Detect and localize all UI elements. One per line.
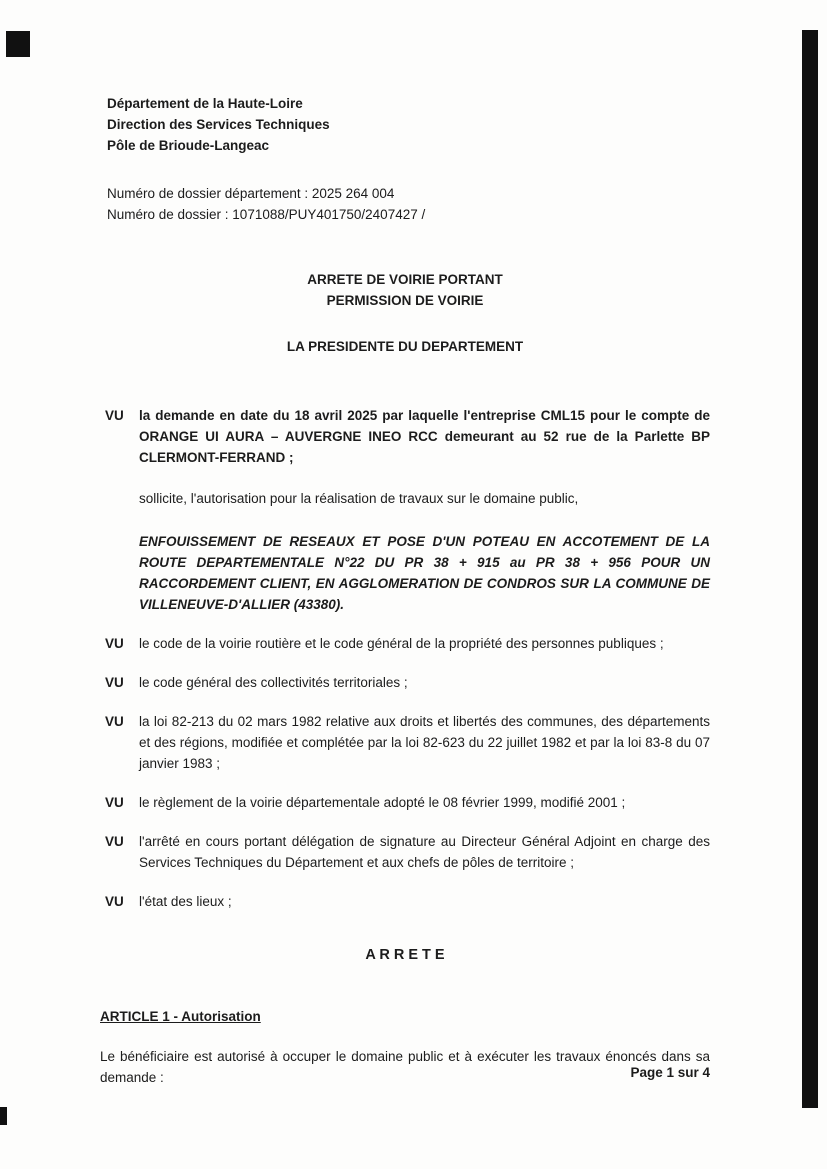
dossier-numbers — [107, 183, 710, 225]
request-intro: sollicite, l'autorisation pour la réalisation de travaux sur le domaine public, — [139, 491, 579, 506]
recital-code-collectivites — [105, 672, 710, 693]
recital-text: la demande en date du 18 avril 2025 par laquelle l'entreprise CML15 pour le compte de ORANGE UI AURA – AUVERGNE INEO RCC demeurant au 52 rue de la Parlette BP CLERMONT-FERRAND ; — [139, 408, 710, 465]
vu-label: VU — [105, 636, 124, 651]
scan-artifact-right-edge — [802, 30, 818, 1108]
recital-etat-des-lieux — [105, 891, 710, 912]
recital-text: le code général des collectivités territoriales ; — [139, 675, 408, 690]
department-name: Département de la Haute-Loire — [107, 96, 303, 111]
recital-loi-82-213 — [105, 711, 710, 774]
recital-delegation-signature — [105, 831, 710, 873]
recital-demande — [105, 405, 710, 468]
scan-artifact-top-left — [6, 31, 30, 57]
recital-text: la loi 82-213 du 02 mars 1982 relative aux droits et libertés des communes, des départements et des régions, modifiée et complétée par la loi 82-623 du 22 juillet 1982 et par la loi 83-8 du 07 janvier 1983 ; — [139, 714, 710, 771]
recital-text: l'état des lieux ; — [139, 894, 232, 909]
directorate-name: Direction des Services Techniques — [107, 117, 330, 132]
article-1-heading: ARTICLE 1 - Autorisation — [100, 1009, 261, 1024]
vu-label: VU — [105, 795, 124, 810]
recital-code-voirie — [105, 633, 710, 654]
works-description: ENFOUISSEMENT DE RESEAUX ET POSE D'UN POTEAU EN ACCOTEMENT DE LA ROUTE DEPARTEMENTALE N°22 DU PR 38 + 915 au PR 38 + 956 POUR UN RACCORDEMENT CLIENT, EN AGGLOMERATION DE CONDROS SUR LA COMMUNE DE VILLENEUVE-D'ALLIER (43380). — [139, 534, 710, 612]
document-content — [100, 0, 710, 1088]
vu-label: VU — [105, 408, 124, 423]
recital-text: le code de la voirie routière et le code général de la propriété des personnes publiques ; — [139, 636, 664, 651]
dossier-number-departement: Numéro de dossier département : 2025 264 004 — [107, 186, 395, 201]
vu-label: VU — [105, 714, 124, 729]
document-title — [100, 269, 710, 311]
dossier-number: Numéro de dossier : 1071088/PUY401750/2407427 / — [107, 207, 426, 222]
page-number: Page 1 sur 4 — [630, 1065, 710, 1080]
document-title-line1: ARRETE DE VOIRIE PORTANT — [307, 272, 503, 287]
vu-label: VU — [105, 675, 124, 690]
document-title-line2: PERMISSION DE VOIRIE — [326, 293, 484, 308]
document-subtitle: LA PRESIDENTE DU DEPARTEMENT — [286, 339, 524, 354]
scan-artifact-bottom-left — [0, 1107, 7, 1125]
recital-reglement-voirie — [105, 792, 710, 813]
vu-label: VU — [105, 834, 124, 849]
arrete-heading: A R R E T E — [365, 947, 445, 963]
vu-label: VU — [105, 894, 124, 909]
recital-text: l'arrêté en cours portant délégation de signature au Directeur Général Adjoint en charge des Services Techniques du Département et aux chefs de pôles de territoire ; — [139, 834, 710, 870]
letterhead — [107, 93, 710, 156]
article-1-body: Le bénéficiaire est autorisé à occuper le domaine public et à exécuter les travaux énoncés dans sa demande : — [100, 1049, 710, 1085]
recital-text: le règlement de la voirie départementale adopté le 08 février 1999, modifié 2001 ; — [139, 795, 626, 810]
pole-name: Pôle de Brioude-Langeac — [107, 138, 270, 153]
